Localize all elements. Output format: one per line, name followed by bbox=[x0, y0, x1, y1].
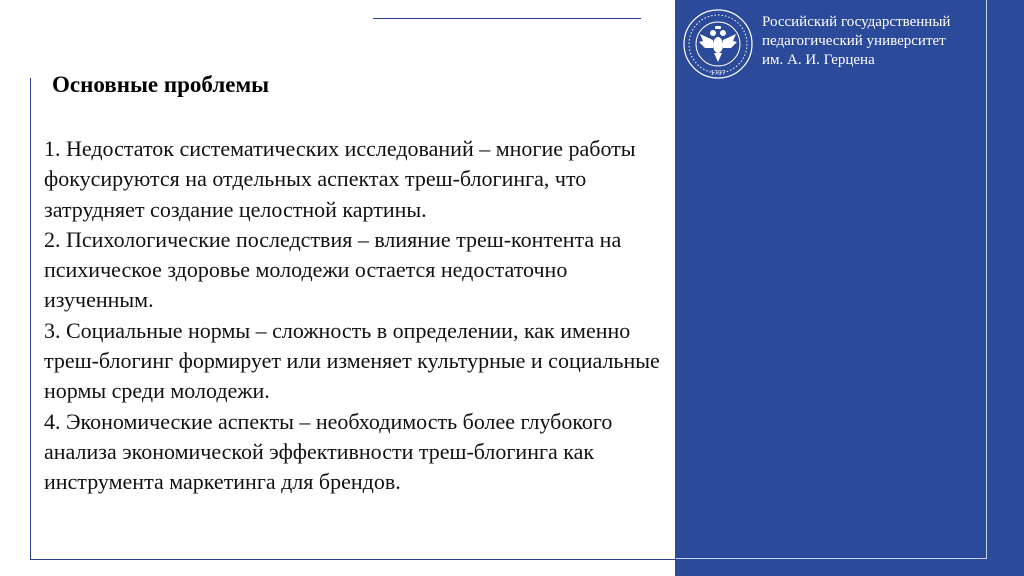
university-name-line: педагогический университет bbox=[762, 33, 946, 49]
problem-item-2: 2. Психологические последствия – влияние треш-контента на психическое здоровье молодежи остается недостаточно изученным. bbox=[44, 226, 622, 313]
university-name-line: им. А. И. Герцена bbox=[762, 52, 875, 68]
slide-body bbox=[44, 134, 674, 498]
brand-panel-frame bbox=[676, 0, 987, 559]
problem-item-3: 3. Социальные нормы – сложность в определении, как именно треш-блогинг формирует или изменяет культурные и социальные нормы среди молодежи. bbox=[44, 317, 660, 404]
problem-item-4: 4. Экономические аспекты – необходимость более глубокого анализа экономической эффективности треш-блогинга как инструмента маркетинга для брендов. bbox=[44, 408, 613, 495]
top-divider-line bbox=[373, 18, 641, 19]
university-name bbox=[762, 13, 950, 70]
university-seal-icon bbox=[682, 8, 754, 80]
slide-title: Основные проблемы bbox=[52, 72, 270, 97]
university-name-line: Российский государственный bbox=[762, 14, 951, 30]
seal-year: 1797 bbox=[710, 70, 726, 77]
problem-item-1: 1. Недостаток систематических исследований – многие работы фокусируются на отдельных аспектах треш-блогинга, что затрудняет создание целостной картины. bbox=[44, 136, 636, 222]
left-frame-line bbox=[30, 78, 31, 560]
bottom-frame-line bbox=[30, 559, 690, 560]
